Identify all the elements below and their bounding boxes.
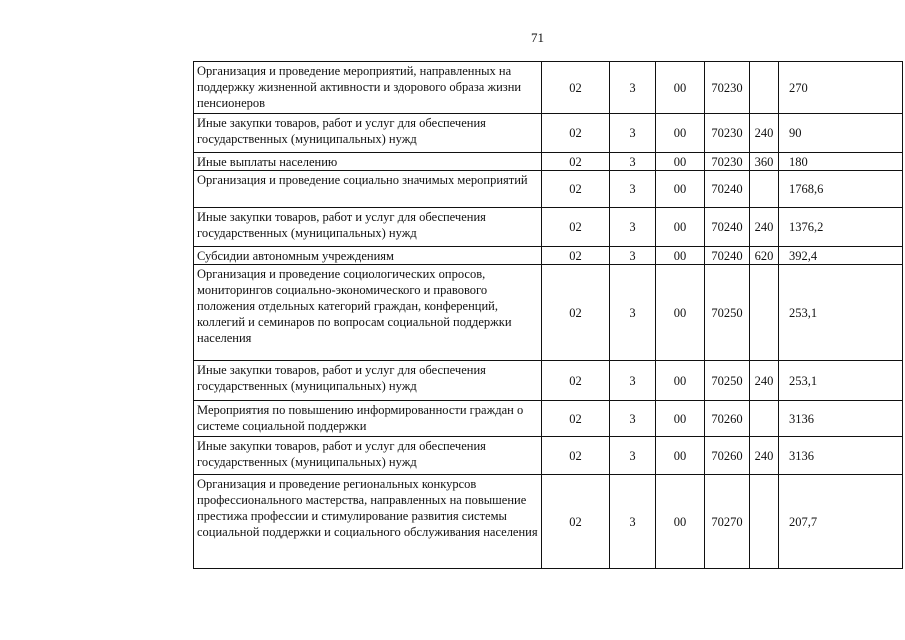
amount: 392,4 bbox=[779, 247, 903, 265]
expense-type-code bbox=[750, 62, 779, 114]
section-code: 02 bbox=[542, 247, 610, 265]
item-name: Организация и проведение мероприятий, направленных на поддержку жизненной активности и здорового образа жизни пенсионеров bbox=[194, 62, 542, 114]
amount: 180 bbox=[779, 153, 903, 171]
expense-type-code bbox=[750, 401, 779, 437]
table-row bbox=[194, 114, 903, 153]
section-code: 02 bbox=[542, 153, 610, 171]
table-row bbox=[194, 247, 903, 265]
table-row bbox=[194, 361, 903, 401]
item-name: Иные закупки товаров, работ и услуг для обеспечения государственных (муниципальных) нужд bbox=[194, 114, 542, 153]
expense-type-code: 240 bbox=[750, 361, 779, 401]
subsection-code: 3 bbox=[610, 361, 656, 401]
subsection-code: 3 bbox=[610, 247, 656, 265]
table-row bbox=[194, 401, 903, 437]
program-code: 00 bbox=[656, 62, 705, 114]
table-row bbox=[194, 171, 903, 208]
page-number: 71 bbox=[531, 30, 544, 45]
program-code: 00 bbox=[656, 114, 705, 153]
amount: 1768,6 bbox=[779, 171, 903, 208]
target-code: 70260 bbox=[705, 401, 750, 437]
section-code: 02 bbox=[542, 401, 610, 437]
target-code: 70250 bbox=[705, 361, 750, 401]
program-code: 00 bbox=[656, 265, 705, 361]
table-row bbox=[194, 475, 903, 569]
target-code: 70250 bbox=[705, 265, 750, 361]
program-code: 00 bbox=[656, 475, 705, 569]
section-code: 02 bbox=[542, 265, 610, 361]
amount: 270 bbox=[779, 62, 903, 114]
section-code: 02 bbox=[542, 208, 610, 247]
subsection-code: 3 bbox=[610, 208, 656, 247]
section-code: 02 bbox=[542, 171, 610, 208]
item-name: Субсидии автономным учреждениям bbox=[194, 247, 542, 265]
item-name: Иные закупки товаров, работ и услуг для обеспечения государственных (муниципальных) нужд bbox=[194, 437, 542, 475]
item-name: Организация и проведение социологических опросов, мониторингов социально-экономического и правового положения отдельных категорий граждан, конференций, коллегий и семинаров по вопросам социальной поддержки населения bbox=[194, 265, 542, 361]
expense-type-code bbox=[750, 265, 779, 361]
target-code: 70230 bbox=[705, 114, 750, 153]
item-name: Мероприятия по повышению информированности граждан о системе социальной поддержки bbox=[194, 401, 542, 437]
program-code: 00 bbox=[656, 437, 705, 475]
amount: 3136 bbox=[779, 437, 903, 475]
amount: 253,1 bbox=[779, 265, 903, 361]
amount: 253,1 bbox=[779, 361, 903, 401]
item-name: Организация и проведение региональных конкурсов профессионального мастерства, направленных на повышение престижа профессии и стимулирование развития системы социальной поддержки и социального обслуживания населения bbox=[194, 475, 542, 569]
target-code: 70240 bbox=[705, 208, 750, 247]
program-code: 00 bbox=[656, 153, 705, 171]
section-code: 02 bbox=[542, 62, 610, 114]
section-code: 02 bbox=[542, 475, 610, 569]
program-code: 00 bbox=[656, 361, 705, 401]
program-code: 00 bbox=[656, 208, 705, 247]
target-code: 70270 bbox=[705, 475, 750, 569]
expense-type-code: 240 bbox=[750, 208, 779, 247]
table-row bbox=[194, 208, 903, 247]
program-code: 00 bbox=[656, 247, 705, 265]
subsection-code: 3 bbox=[610, 401, 656, 437]
subsection-code: 3 bbox=[610, 265, 656, 361]
item-name: Организация и проведение социально значимых мероприятий bbox=[194, 171, 542, 208]
table-row bbox=[194, 437, 903, 475]
expense-type-code: 620 bbox=[750, 247, 779, 265]
item-name: Иные закупки товаров, работ и услуг для обеспечения государственных (муниципальных) нужд bbox=[194, 208, 542, 247]
expense-type-code: 360 bbox=[750, 153, 779, 171]
expense-type-code: 240 bbox=[750, 114, 779, 153]
target-code: 70240 bbox=[705, 247, 750, 265]
item-name: Иные закупки товаров, работ и услуг для обеспечения государственных (муниципальных) нужд bbox=[194, 361, 542, 401]
target-code: 70240 bbox=[705, 171, 750, 208]
expense-type-code bbox=[750, 171, 779, 208]
subsection-code: 3 bbox=[610, 153, 656, 171]
table-row bbox=[194, 62, 903, 114]
subsection-code: 3 bbox=[610, 62, 656, 114]
section-code: 02 bbox=[542, 114, 610, 153]
amount: 207,7 bbox=[779, 475, 903, 569]
amount: 1376,2 bbox=[779, 208, 903, 247]
amount: 90 bbox=[779, 114, 903, 153]
program-code: 00 bbox=[656, 171, 705, 208]
table-row bbox=[194, 265, 903, 361]
budget-table bbox=[193, 61, 903, 569]
subsection-code: 3 bbox=[610, 475, 656, 569]
subsection-code: 3 bbox=[610, 171, 656, 208]
expense-type-code bbox=[750, 475, 779, 569]
subsection-code: 3 bbox=[610, 437, 656, 475]
amount: 3136 bbox=[779, 401, 903, 437]
program-code: 00 bbox=[656, 401, 705, 437]
table-row bbox=[194, 153, 903, 171]
expense-type-code: 240 bbox=[750, 437, 779, 475]
target-code: 70260 bbox=[705, 437, 750, 475]
section-code: 02 bbox=[542, 437, 610, 475]
section-code: 02 bbox=[542, 361, 610, 401]
target-code: 70230 bbox=[705, 62, 750, 114]
item-name: Иные выплаты населению bbox=[194, 153, 542, 171]
target-code: 70230 bbox=[705, 153, 750, 171]
subsection-code: 3 bbox=[610, 114, 656, 153]
